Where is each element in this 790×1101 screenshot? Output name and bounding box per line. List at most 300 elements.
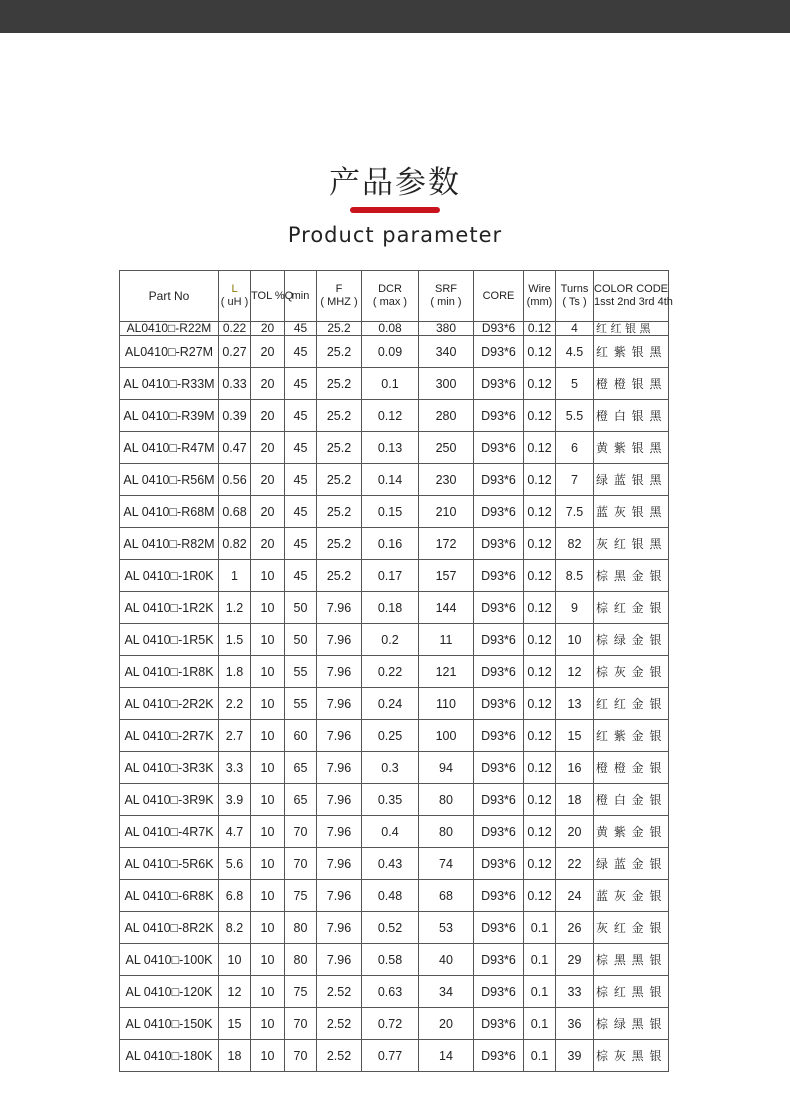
cell-l: 1 xyxy=(219,560,251,592)
cell-f: 7.96 xyxy=(317,592,362,624)
cell-part: AL 0410□-R33M xyxy=(120,368,219,400)
cell-q: 80 xyxy=(285,912,317,944)
cell-code: 棕 绿 黑 银 xyxy=(594,1008,669,1040)
cell-l: 8.2 xyxy=(219,912,251,944)
cell-turns: 8.5 xyxy=(556,560,594,592)
cell-code: 棕 黑 黑 银 xyxy=(594,944,669,976)
cell-dcr: 0.48 xyxy=(362,880,419,912)
cell-wire: 0.12 xyxy=(524,784,556,816)
cell-code: 红 紫 金 银 xyxy=(594,720,669,752)
cell-srf: 300 xyxy=(419,368,474,400)
table-row xyxy=(120,848,669,880)
cell-part: AL 0410□-1R5K xyxy=(120,624,219,656)
cell-l: 15 xyxy=(219,1008,251,1040)
cell-turns: 12 xyxy=(556,656,594,688)
cell-tol: 10 xyxy=(251,912,285,944)
cell-dcr: 0.09 xyxy=(362,336,419,368)
cell-dcr: 0.4 xyxy=(362,816,419,848)
cell-part: AL0410□-R27M xyxy=(120,336,219,368)
cell-tol: 10 xyxy=(251,784,285,816)
cell-srf: 340 xyxy=(419,336,474,368)
cell-q: 65 xyxy=(285,784,317,816)
header-q-label: Q xyxy=(284,289,294,302)
table-row xyxy=(120,656,669,688)
cell-turns: 9 xyxy=(556,592,594,624)
cell-srf: 172 xyxy=(419,528,474,560)
cell-srf: 80 xyxy=(419,784,474,816)
header-core: CORE xyxy=(474,271,524,322)
cell-part: AL 0410□-6R8K xyxy=(120,880,219,912)
header-turns-unit: ( Ts ) xyxy=(562,296,587,308)
table-row xyxy=(120,624,669,656)
cell-q: 55 xyxy=(285,656,317,688)
cell-srf: 14 xyxy=(419,1040,474,1072)
cell-tol: 20 xyxy=(251,400,285,432)
cell-part: AL 0410□-3R9K xyxy=(120,784,219,816)
cell-q: 75 xyxy=(285,880,317,912)
product-parameter-table xyxy=(119,270,673,1072)
cell-code: 棕 红 金 银 xyxy=(594,592,669,624)
cell-core: D93*6 xyxy=(474,368,524,400)
cell-q: 70 xyxy=(285,1008,317,1040)
cell-code: 棕 灰 黑 银 xyxy=(594,1040,669,1072)
cell-l: 0.22 xyxy=(219,322,251,336)
cell-f: 25.2 xyxy=(317,496,362,528)
table-body xyxy=(120,322,669,1072)
cell-dcr: 0.14 xyxy=(362,464,419,496)
cell-part: AL 0410□-150K xyxy=(120,1008,219,1040)
cell-wire: 0.12 xyxy=(524,752,556,784)
cell-q: 55 xyxy=(285,688,317,720)
cell-q: 70 xyxy=(285,1040,317,1072)
cell-f: 7.96 xyxy=(317,944,362,976)
header-srf xyxy=(419,271,474,322)
cell-core: D93*6 xyxy=(474,976,524,1008)
header-wire-unit: (mm) xyxy=(526,296,553,308)
cell-dcr: 0.17 xyxy=(362,560,419,592)
cell-srf: 74 xyxy=(419,848,474,880)
cell-wire: 0.12 xyxy=(524,624,556,656)
cell-code: 棕 黑 金 银 xyxy=(594,560,669,592)
cell-q: 45 xyxy=(285,528,317,560)
cell-code: 棕 灰 金 银 xyxy=(594,656,669,688)
cell-tol: 20 xyxy=(251,368,285,400)
cell-turns: 33 xyxy=(556,976,594,1008)
cell-turns: 4 xyxy=(556,322,594,336)
cell-l: 0.47 xyxy=(219,432,251,464)
cell-tol: 10 xyxy=(251,880,285,912)
cell-part: AL 0410□-120K xyxy=(120,976,219,1008)
cell-l: 0.39 xyxy=(219,400,251,432)
header-srf-label: SRF xyxy=(435,283,457,295)
cell-part: AL 0410□-8R2K xyxy=(120,912,219,944)
cell-turns: 13 xyxy=(556,688,594,720)
cell-tol: 10 xyxy=(251,592,285,624)
cell-core: D93*6 xyxy=(474,656,524,688)
cell-core: D93*6 xyxy=(474,912,524,944)
cell-dcr: 0.18 xyxy=(362,592,419,624)
cell-f: 2.52 xyxy=(317,1008,362,1040)
cell-turns: 24 xyxy=(556,880,594,912)
cell-f: 25.2 xyxy=(317,368,362,400)
cell-srf: 144 xyxy=(419,592,474,624)
table-row xyxy=(120,912,669,944)
cell-turns: 6 xyxy=(556,432,594,464)
cell-core: D93*6 xyxy=(474,592,524,624)
table-row xyxy=(120,400,669,432)
cell-core: D93*6 xyxy=(474,496,524,528)
cell-wire: 0.12 xyxy=(524,880,556,912)
cell-srf: 100 xyxy=(419,720,474,752)
cell-core: D93*6 xyxy=(474,1040,524,1072)
cell-tol: 10 xyxy=(251,816,285,848)
cell-turns: 7 xyxy=(556,464,594,496)
cell-tol: 10 xyxy=(251,688,285,720)
table-row xyxy=(120,976,669,1008)
cell-tol: 10 xyxy=(251,752,285,784)
cell-q: 70 xyxy=(285,848,317,880)
header-inductance xyxy=(219,271,251,322)
cell-wire: 0.12 xyxy=(524,336,556,368)
cell-part: AL 0410□-1R8K xyxy=(120,656,219,688)
table-row xyxy=(120,816,669,848)
cell-f: 2.52 xyxy=(317,976,362,1008)
header-color-code xyxy=(594,271,673,322)
cell-l: 4.7 xyxy=(219,816,251,848)
cell-turns: 26 xyxy=(556,912,594,944)
cell-wire: 0.12 xyxy=(524,432,556,464)
cell-srf: 11 xyxy=(419,624,474,656)
cell-q: 50 xyxy=(285,624,317,656)
cell-core: D93*6 xyxy=(474,400,524,432)
cell-wire: 0.12 xyxy=(524,816,556,848)
cell-core: D93*6 xyxy=(474,816,524,848)
cell-turns: 82 xyxy=(556,528,594,560)
header-wire-label: Wire xyxy=(528,283,551,295)
table-row xyxy=(120,1040,669,1072)
cell-dcr: 0.72 xyxy=(362,1008,419,1040)
cell-l: 2.2 xyxy=(219,688,251,720)
cell-f: 7.96 xyxy=(317,816,362,848)
cell-dcr: 0.15 xyxy=(362,496,419,528)
header-q-min: min xyxy=(285,271,317,322)
cell-wire: 0.12 xyxy=(524,656,556,688)
cell-tol: 10 xyxy=(251,656,285,688)
cell-q: 80 xyxy=(285,944,317,976)
cell-turns: 5 xyxy=(556,368,594,400)
cell-core: D93*6 xyxy=(474,528,524,560)
cell-wire: 0.12 xyxy=(524,528,556,560)
cell-tol: 20 xyxy=(251,336,285,368)
cell-turns: 20 xyxy=(556,816,594,848)
cell-code: 红 紫 银 黑 xyxy=(594,336,669,368)
table-row xyxy=(120,322,669,336)
cell-code: 黄 紫 银 黑 xyxy=(594,432,669,464)
cell-turns: 15 xyxy=(556,720,594,752)
cell-code: 灰 红 金 银 xyxy=(594,912,669,944)
cell-wire: 0.12 xyxy=(524,322,556,336)
cell-wire: 0.1 xyxy=(524,944,556,976)
cell-wire: 0.12 xyxy=(524,688,556,720)
cell-srf: 110 xyxy=(419,688,474,720)
cell-wire: 0.12 xyxy=(524,496,556,528)
header-frequency xyxy=(317,271,362,322)
cell-part: AL 0410□-4R7K xyxy=(120,816,219,848)
top-bar xyxy=(0,0,790,33)
cell-tol: 10 xyxy=(251,1040,285,1072)
cell-turns: 4.5 xyxy=(556,336,594,368)
cell-dcr: 0.58 xyxy=(362,944,419,976)
cell-core: D93*6 xyxy=(474,720,524,752)
cell-l: 0.82 xyxy=(219,528,251,560)
cell-code: 红 红 金 银 xyxy=(594,688,669,720)
cell-turns: 16 xyxy=(556,752,594,784)
table-row xyxy=(120,688,669,720)
cell-q: 45 xyxy=(285,368,317,400)
cell-l: 3.9 xyxy=(219,784,251,816)
cell-wire: 0.12 xyxy=(524,464,556,496)
cell-wire: 0.12 xyxy=(524,592,556,624)
cell-q: 45 xyxy=(285,400,317,432)
cell-srf: 53 xyxy=(419,912,474,944)
cell-core: D93*6 xyxy=(474,560,524,592)
cell-q: 45 xyxy=(285,464,317,496)
cell-turns: 29 xyxy=(556,944,594,976)
header-color-code-sub: 1sst 2nd 3rd 4th xyxy=(594,296,673,308)
cell-q: 45 xyxy=(285,336,317,368)
cell-l: 0.56 xyxy=(219,464,251,496)
header-f-label: F xyxy=(335,283,343,295)
header-l-unit: ( uH ) xyxy=(220,296,249,308)
cell-part: AL 0410□-R82M xyxy=(120,528,219,560)
cell-code: 橙 白 金 银 xyxy=(594,784,669,816)
cell-f: 25.2 xyxy=(317,464,362,496)
cell-f: 7.96 xyxy=(317,880,362,912)
cell-l: 1.5 xyxy=(219,624,251,656)
cell-core: D93*6 xyxy=(474,432,524,464)
cell-l: 18 xyxy=(219,1040,251,1072)
cell-l: 0.27 xyxy=(219,336,251,368)
table-header-row xyxy=(120,271,669,322)
cell-dcr: 0.13 xyxy=(362,432,419,464)
cell-code: 棕 红 黑 银 xyxy=(594,976,669,1008)
cell-srf: 280 xyxy=(419,400,474,432)
cell-tol: 10 xyxy=(251,944,285,976)
cell-code: 绿 蓝 银 黑 xyxy=(594,464,669,496)
cell-srf: 20 xyxy=(419,1008,474,1040)
table-row xyxy=(120,592,669,624)
cell-f: 7.96 xyxy=(317,624,362,656)
header-srf-unit: ( min ) xyxy=(430,296,462,308)
cell-srf: 40 xyxy=(419,944,474,976)
cell-part: AL 0410□-R39M xyxy=(120,400,219,432)
cell-dcr: 0.08 xyxy=(362,322,419,336)
cell-part: AL 0410□-2R2K xyxy=(120,688,219,720)
cell-q: 45 xyxy=(285,560,317,592)
cell-wire: 0.12 xyxy=(524,560,556,592)
table-row xyxy=(120,336,669,368)
cell-tol: 10 xyxy=(251,560,285,592)
header-dcr-label: DCR xyxy=(378,283,402,295)
cell-dcr: 0.43 xyxy=(362,848,419,880)
cell-core: D93*6 xyxy=(474,848,524,880)
cell-f: 7.96 xyxy=(317,688,362,720)
cell-turns: 5.5 xyxy=(556,400,594,432)
cell-dcr: 0.24 xyxy=(362,688,419,720)
table-row xyxy=(120,528,669,560)
cell-part: AL 0410□-5R6K xyxy=(120,848,219,880)
cell-turns: 7.5 xyxy=(556,496,594,528)
cell-f: 7.96 xyxy=(317,656,362,688)
cell-core: D93*6 xyxy=(474,688,524,720)
cell-dcr: 0.2 xyxy=(362,624,419,656)
table-row xyxy=(120,752,669,784)
cell-srf: 157 xyxy=(419,560,474,592)
cell-q: 45 xyxy=(285,322,317,336)
cell-part: AL 0410□-180K xyxy=(120,1040,219,1072)
cell-code: 橙 橙 金 银 xyxy=(594,752,669,784)
cell-l: 2.7 xyxy=(219,720,251,752)
cell-code: 红 红 银 黑 xyxy=(594,322,669,336)
cell-srf: 250 xyxy=(419,432,474,464)
cell-tol: 10 xyxy=(251,624,285,656)
cell-part: AL0410□-R22M xyxy=(120,322,219,336)
cell-srf: 210 xyxy=(419,496,474,528)
cell-wire: 0.12 xyxy=(524,368,556,400)
cell-code: 棕 绿 金 银 xyxy=(594,624,669,656)
cell-part: AL 0410□-R47M xyxy=(120,432,219,464)
header-l-letter: L xyxy=(231,283,238,295)
cell-l: 10 xyxy=(219,944,251,976)
cell-turns: 18 xyxy=(556,784,594,816)
cell-dcr: 0.25 xyxy=(362,720,419,752)
title-underline xyxy=(350,207,440,213)
cell-core: D93*6 xyxy=(474,880,524,912)
cell-code: 蓝 灰 金 银 xyxy=(594,880,669,912)
cell-code: 橙 白 银 黑 xyxy=(594,400,669,432)
cell-tol: 20 xyxy=(251,496,285,528)
header-tol-label: TOL % xyxy=(251,289,285,302)
cell-part: AL 0410□-100K xyxy=(120,944,219,976)
cell-srf: 34 xyxy=(419,976,474,1008)
cell-tol: 10 xyxy=(251,976,285,1008)
cell-core: D93*6 xyxy=(474,464,524,496)
header-dcr xyxy=(362,271,419,322)
cell-core: D93*6 xyxy=(474,624,524,656)
cell-srf: 380 xyxy=(419,322,474,336)
cell-q: 45 xyxy=(285,432,317,464)
cell-l: 1.8 xyxy=(219,656,251,688)
cell-srf: 80 xyxy=(419,816,474,848)
header-turns xyxy=(556,271,594,322)
cell-part: AL 0410□-2R7K xyxy=(120,720,219,752)
cell-dcr: 0.77 xyxy=(362,1040,419,1072)
cell-q: 45 xyxy=(285,496,317,528)
cell-dcr: 0.12 xyxy=(362,400,419,432)
cell-code: 黄 紫 金 银 xyxy=(594,816,669,848)
cell-wire: 0.1 xyxy=(524,976,556,1008)
cell-dcr: 0.1 xyxy=(362,368,419,400)
cell-srf: 68 xyxy=(419,880,474,912)
cell-wire: 0.1 xyxy=(524,912,556,944)
cell-part: AL 0410□-1R0K xyxy=(120,560,219,592)
cell-q: 50 xyxy=(285,592,317,624)
cell-wire: 0.12 xyxy=(524,848,556,880)
header-wire xyxy=(524,271,556,322)
table-row xyxy=(120,496,669,528)
cell-part: AL 0410□-R68M xyxy=(120,496,219,528)
cell-f: 7.96 xyxy=(317,720,362,752)
cell-srf: 121 xyxy=(419,656,474,688)
cell-dcr: 0.35 xyxy=(362,784,419,816)
cell-f: 25.2 xyxy=(317,336,362,368)
page-title-en: Product parameter xyxy=(287,223,503,247)
cell-srf: 94 xyxy=(419,752,474,784)
cell-part: AL 0410□-1R2K xyxy=(120,592,219,624)
cell-f: 7.96 xyxy=(317,912,362,944)
table-row xyxy=(120,1008,669,1040)
cell-tol: 10 xyxy=(251,848,285,880)
cell-tol: 20 xyxy=(251,528,285,560)
cell-f: 25.2 xyxy=(317,322,362,336)
cell-f: 7.96 xyxy=(317,784,362,816)
cell-wire: 0.1 xyxy=(524,1040,556,1072)
cell-l: 6.8 xyxy=(219,880,251,912)
cell-l: 5.6 xyxy=(219,848,251,880)
cell-f: 2.52 xyxy=(317,1040,362,1072)
cell-tol: 10 xyxy=(251,1008,285,1040)
cell-q: 60 xyxy=(285,720,317,752)
cell-f: 25.2 xyxy=(317,432,362,464)
cell-l: 1.2 xyxy=(219,592,251,624)
cell-f: 25.2 xyxy=(317,560,362,592)
table-row xyxy=(120,784,669,816)
table-row xyxy=(120,560,669,592)
cell-code: 绿 蓝 金 银 xyxy=(594,848,669,880)
cell-dcr: 0.52 xyxy=(362,912,419,944)
cell-f: 25.2 xyxy=(317,528,362,560)
cell-core: D93*6 xyxy=(474,336,524,368)
cell-f: 7.96 xyxy=(317,848,362,880)
cell-tol: 20 xyxy=(251,322,285,336)
header-color-code-label: COLOR CODE xyxy=(594,283,668,295)
cell-code: 蓝 灰 银 黑 xyxy=(594,496,669,528)
cell-core: D93*6 xyxy=(474,1008,524,1040)
cell-dcr: 0.3 xyxy=(362,752,419,784)
cell-code: 橙 橙 银 黑 xyxy=(594,368,669,400)
cell-turns: 10 xyxy=(556,624,594,656)
cell-dcr: 0.16 xyxy=(362,528,419,560)
cell-wire: 0.12 xyxy=(524,720,556,752)
cell-turns: 36 xyxy=(556,1008,594,1040)
cell-tol: 10 xyxy=(251,720,285,752)
cell-q: 70 xyxy=(285,816,317,848)
cell-l: 0.33 xyxy=(219,368,251,400)
cell-wire: 0.1 xyxy=(524,1008,556,1040)
cell-tol: 20 xyxy=(251,464,285,496)
table-row xyxy=(120,432,669,464)
table-row xyxy=(120,720,669,752)
table-row xyxy=(120,880,669,912)
cell-core: D93*6 xyxy=(474,322,524,336)
header-f-unit: ( MHZ ) xyxy=(320,296,358,308)
cell-turns: 39 xyxy=(556,1040,594,1072)
cell-part: AL 0410□-3R3K xyxy=(120,752,219,784)
page-title-cn: 产品参数 xyxy=(329,165,461,201)
cell-l: 3.3 xyxy=(219,752,251,784)
table-row xyxy=(120,464,669,496)
cell-l: 0.68 xyxy=(219,496,251,528)
